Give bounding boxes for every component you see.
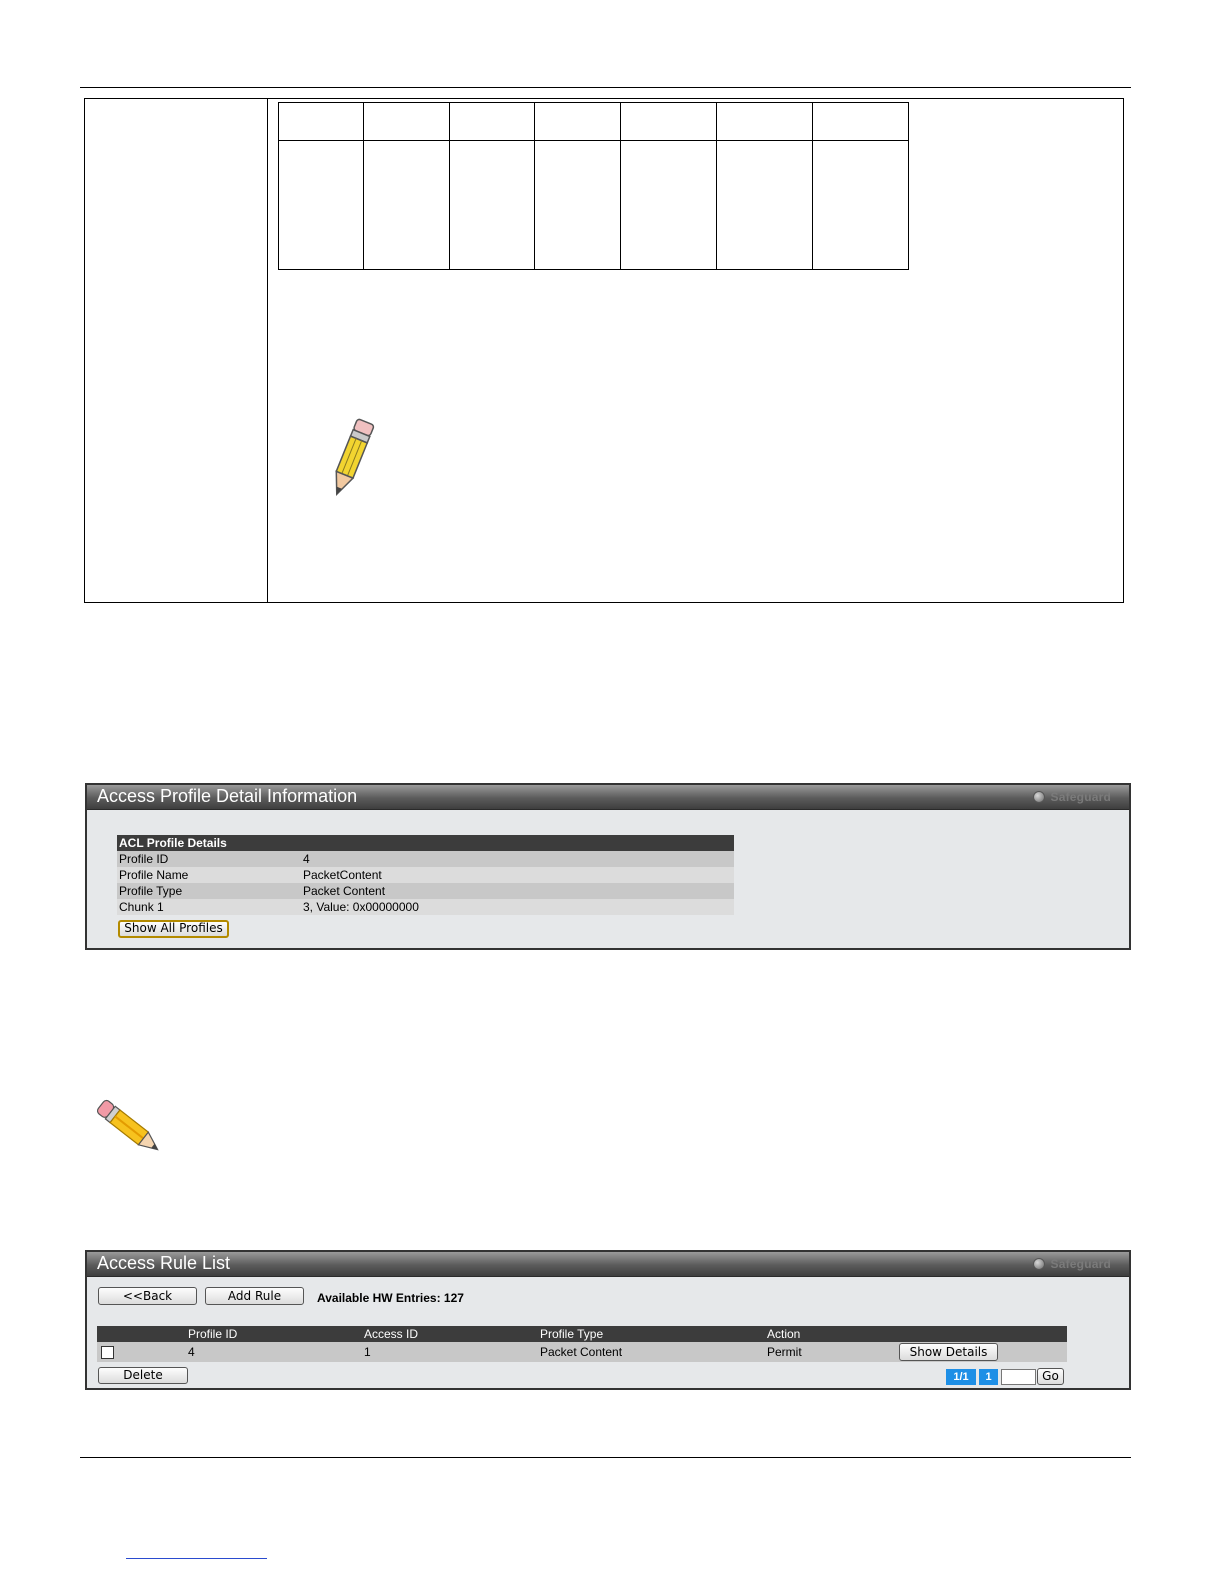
page-jump-input[interactable] [1001,1369,1036,1385]
column-header [899,1326,1067,1342]
panel-title: Access Profile Detail Information [97,786,358,806]
chunk-header-cell [450,103,535,141]
delete-button[interactable]: Delete [98,1367,188,1384]
access-rule-list-panel [85,1250,1131,1390]
parameter-table [84,98,1124,603]
acl-profile-details-table [117,835,734,915]
column-header: Profile ID [188,1326,364,1342]
table-header-row [97,1326,1067,1342]
safeguard-indicator [1033,790,1111,804]
access-rule-table [97,1326,1067,1362]
row-checkbox[interactable] [101,1346,114,1359]
chunk-header-cell [364,103,450,141]
panel-header [87,1252,1129,1277]
column-header: Action [767,1326,899,1342]
row-select-cell [97,1342,188,1362]
chunk-body-cell [279,141,364,270]
profile-id-cell: 4 [188,1342,364,1362]
safeguard-label: Safeguard [1050,1257,1111,1271]
chunk-header-cell [621,103,717,141]
detail-value: Packet Content [301,883,734,899]
chunk-body-cell [717,141,813,270]
chunk-body-cell [813,141,909,270]
safeguard-icon [1033,1258,1045,1270]
safeguard-icon [1033,791,1045,803]
safeguard-label: Safeguard [1050,790,1111,804]
chunk-header-cell [279,103,364,141]
footer-rule [80,1457,1131,1458]
add-rule-button[interactable]: Add Rule [205,1287,304,1305]
pencil-note-icon [94,1097,166,1159]
detail-value: 4 [301,851,734,867]
safeguard-indicator [1033,1257,1111,1271]
show-all-profiles-button[interactable]: Show All Profiles [118,920,229,938]
chunk-body-cell [364,141,450,270]
chunk-table [278,102,909,270]
column-header: Access ID [364,1326,540,1342]
detail-key: Chunk 1 [117,899,301,915]
details-cell [899,1342,1067,1362]
access-profile-detail-panel [85,783,1131,950]
column-header: Profile Type [540,1326,767,1342]
panel-title: Access Rule List [97,1253,231,1273]
back-button[interactable]: <<Back [98,1287,197,1305]
profile-type-cell: Packet Content [540,1342,767,1362]
column-header [97,1326,188,1342]
chunk-header-cell [717,103,813,141]
page-number-link[interactable]: 1 [979,1369,998,1385]
table-row [117,899,734,915]
pencil-note-icon [315,415,387,503]
chunk-body-cell [621,141,717,270]
chunk-header-cell [813,103,909,141]
detail-value: 3, Value: 0x00000000 [301,899,734,915]
table-header: ACL Profile Details [117,835,734,851]
table-row [117,867,734,883]
table-row [117,851,734,867]
parameter-name-cell [85,99,268,602]
chunk-body-cell [535,141,621,270]
table-row [97,1342,1067,1362]
panel-header [87,785,1129,810]
table-row [117,883,734,899]
footer-link-underline[interactable] [126,1558,267,1559]
go-button[interactable]: Go [1037,1368,1064,1385]
chunk-header-cell [535,103,621,141]
detail-key: Profile ID [117,851,301,867]
available-hw-entries: Available HW Entries: 127 [317,1291,464,1305]
header-rule [80,87,1131,88]
page-indicator: 1/1 [946,1369,976,1385]
show-details-button[interactable]: Show Details [899,1343,998,1361]
detail-key: Profile Name [117,867,301,883]
access-id-cell: 1 [364,1342,540,1362]
detail-key: Profile Type [117,883,301,899]
action-cell: Permit [767,1342,899,1362]
chunk-body-cell [450,141,535,270]
detail-value: PacketContent [301,867,734,883]
